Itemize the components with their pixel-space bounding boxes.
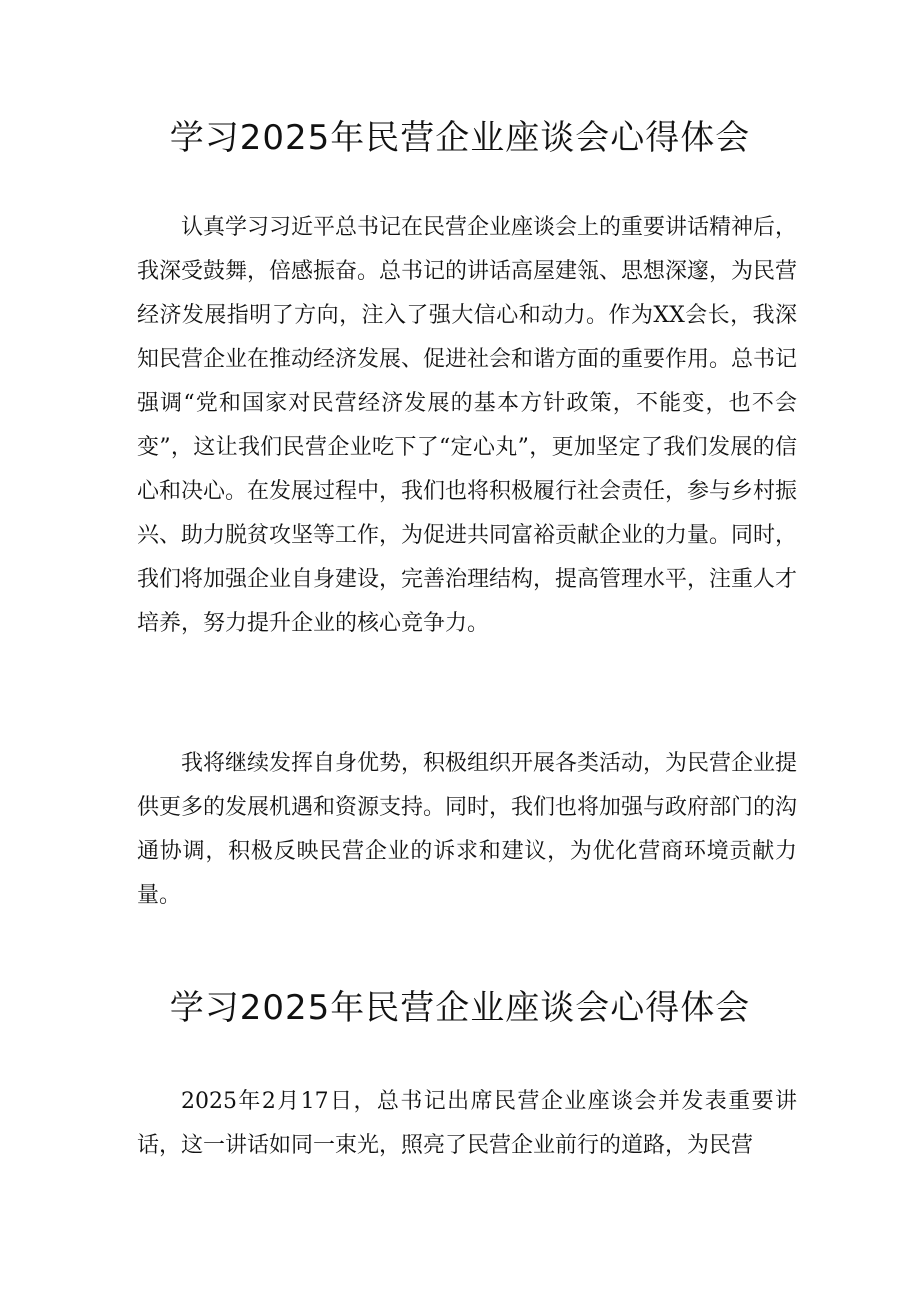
body-paragraph: 认真学习习近平总书记在民营企业座谈会上的重要讲话精神后，我深受鼓舞，倍感振奋。总书记的讲话高屋建瓴、思想深邃，为民营经济发展指明了方向，注入了强大信心和动力。作为XX会长，我深知民营企业在推动经济发展、促进社会和谐方面的重要作用。总书记强调“党和国家对民营经济发展的基本方针政策，不能变，也不会变”，这让我们民营企业吃下了“定心丸”，更加坚定了我们发展的信心和决心。在发展过程中，我们也将积极履行社会责任，参与乡村振兴、助力脱贫攻坚等工作，为促进共同富裕贡献企业的力量。同时，我们将加强企业自身建设，完善治理结构，提高管理水平，注重人才培养，努力提升企业的核心竞争力。 [137, 215, 798, 636]
section-title: 学习2025年民营企业座谈会心得体会 [169, 988, 751, 1028]
body-paragraph: 我将继续发挥自身优势，积极组织开展各类活动，为民营企业提供更多的发展机遇和资源支持。同时，我们也将加强与政府部门的沟通协调，积极反映民营企业的诉求和建议，为优化营商环境贡献力量。 [137, 751, 798, 908]
body-paragraph: 2025年2月17日，总书记出席民营企业座谈会并发表重要讲话，这一讲话如同一束光，照亮了民营企业前行的道路，为民营 [137, 1089, 797, 1158]
section-title: 学习2025年民营企业座谈会心得体会 [169, 118, 751, 158]
